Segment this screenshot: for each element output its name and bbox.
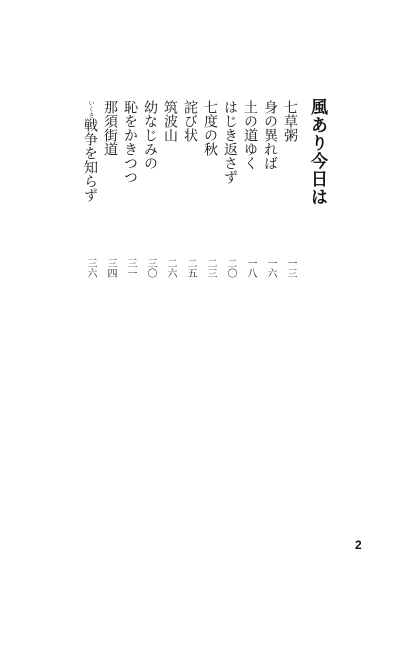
contents-list (80, 100, 300, 280)
contents-entry: 七度の秋 (202, 100, 218, 156)
page-number-list (80, 258, 300, 298)
contents-entry: 土の道ゆく (242, 100, 258, 170)
page-number: 二三 (205, 258, 216, 278)
ruby-annotation: いくさ (87, 100, 94, 118)
contents-entry: 幼なじみの (142, 100, 158, 170)
page-number: 一三 (285, 258, 296, 278)
page-number: 二〇 (225, 258, 236, 278)
page-number: 三六 (85, 258, 96, 278)
contents-entry: 七草粥 (282, 100, 298, 142)
contents-entry: 詫び状 (182, 100, 198, 142)
contents-entry: 那須街道 (102, 100, 118, 156)
chapter-title: 風あり今日は (307, 98, 327, 206)
page-number: 三〇 (145, 258, 156, 278)
page-number: 三一 (125, 258, 136, 278)
page-number: 一六 (265, 258, 276, 278)
contents-entry: 筑波山 (162, 100, 178, 142)
contents-entry: 恥をかきつつ (122, 100, 138, 184)
contents-entry (80, 100, 100, 280)
folio-number: 2 (355, 538, 362, 552)
contents-entry: はじき返さず (222, 100, 238, 184)
contents-entry: 身の異れば (262, 100, 278, 170)
page-number: 二五 (185, 258, 196, 278)
page-number: 三四 (105, 258, 116, 278)
contents-entry-text: 戦争を知らず (82, 118, 98, 202)
page-number: 一八 (245, 258, 256, 278)
page-number: 二六 (165, 258, 176, 278)
